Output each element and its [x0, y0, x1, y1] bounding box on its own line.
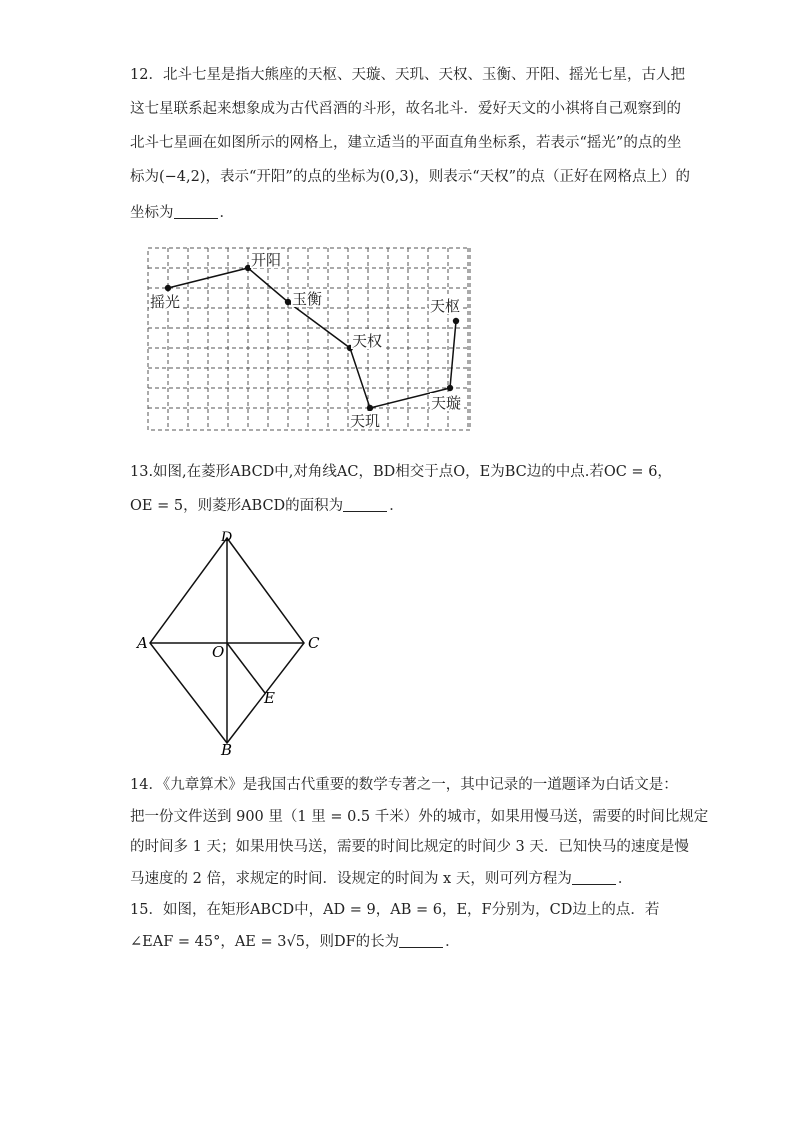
q12-line2: 这七星联系起来想象成为古代舀酒的斗形，故名北斗．爱好天文的小祺将自己观察到的 — [130, 101, 681, 117]
label-d: D — [221, 529, 232, 545]
label-tianquan: 天权 — [352, 332, 383, 350]
q14-line1: 14．《九章算术》是我国古代重要的数学专著之一，其中记录的一道题译为白话文是： — [130, 777, 678, 793]
label-e: E — [264, 689, 275, 707]
q14-line3: 的时间多 1 天；如果用快马送，需要的时间比规定的时间少 3 天．已知快马的速度是慢 — [130, 839, 689, 855]
q13-line2 — [130, 489, 670, 523]
star-tianxuan — [447, 385, 453, 391]
label-kaiyang: 开阳 — [251, 251, 282, 269]
q15-suffix: ． — [445, 934, 460, 950]
segment-oe — [227, 643, 265, 693]
label-o: O — [212, 643, 225, 661]
answer-blank — [399, 929, 443, 948]
q14-suffix: ． — [617, 871, 633, 887]
q14-line4 — [130, 862, 670, 896]
rhombus-figure — [130, 528, 330, 758]
star-tianji — [367, 405, 373, 411]
label-tianxuan: 天璇 — [431, 394, 462, 412]
q15-line1: 15．如图，在矩形ABCD中，AD = 9，AB = 6，E，F分别为，CD边上的点．若 — [130, 902, 660, 918]
label-yuheng: 玉衡 — [292, 290, 323, 308]
q13-line1: 13.如图,在菱形ABCD中,对角线AC，BD相交于点O，E为BC边的中点.若OC = 6， — [130, 464, 672, 480]
q12-line1: 12．北斗七星是指大熊座的天枢、天璇、天玑、天权、玉衡、开阳、摇光七星，古人把 — [130, 67, 685, 83]
q15-prefix: ∠EAF = 45°，AE = 3√5，则DF的长为 — [130, 934, 400, 950]
answer-blank — [572, 866, 616, 885]
label-yaoguang: 摇光 — [150, 293, 181, 311]
grid — [148, 248, 470, 430]
label-tianji: 天玑 — [350, 412, 381, 430]
label-tianshu: 天枢 — [430, 297, 461, 315]
q12-line4: 标为(−4,2)，表示“开阳”的点的坐标为(0,3)，则表示“天权”的点（正好在网格点上）的 — [130, 169, 691, 185]
q13-prefix: OE = 5，则菱形ABCD的面积为 — [130, 498, 344, 514]
q14-line2: 把一份文件送到 900 里（1 里 = 0.5 千米）外的城市，如果用慢马送，需要的时间比规定 — [130, 809, 709, 825]
star-yaoguang — [165, 285, 171, 291]
answer-blank — [343, 493, 387, 512]
q12-suffix: ． — [219, 205, 234, 221]
label-c: C — [308, 634, 320, 652]
q13-suffix: ． — [389, 498, 404, 514]
q14-prefix: 马速度的 2 倍，求规定的时间．设规定的时间为 x 天，则可列方程为 — [130, 871, 572, 887]
label-b: B — [221, 741, 233, 758]
star-tianshu — [453, 318, 459, 324]
q12-prefix: 坐标为 — [130, 205, 174, 221]
q12-line5 — [130, 196, 670, 230]
label-a: A — [137, 634, 148, 652]
big-dipper-figure — [140, 244, 480, 434]
star-yuheng — [285, 299, 291, 305]
q12-line3: 北斗七星画在如图所示的网格上，建立适当的平面直角坐标系，若表示“摇光”的点的坐 — [130, 135, 682, 151]
answer-blank — [174, 200, 218, 219]
q15-line2 — [130, 925, 670, 959]
